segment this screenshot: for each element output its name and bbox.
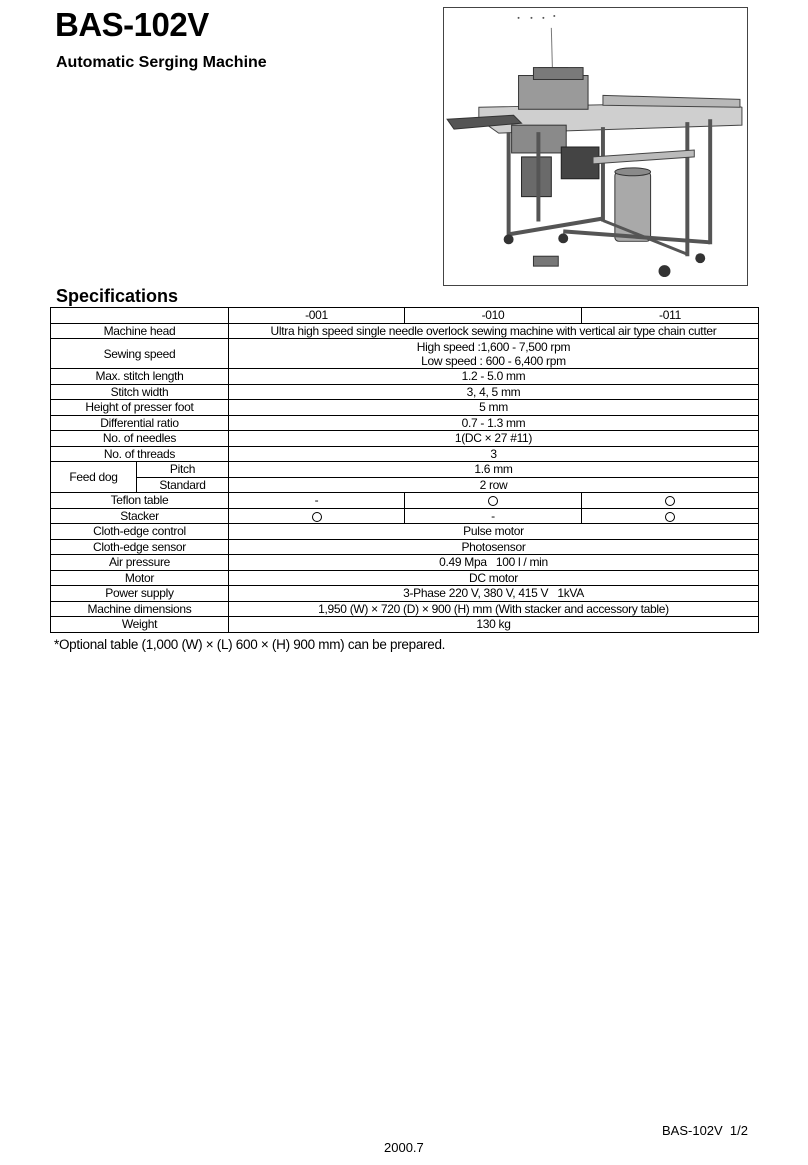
row-value: 2 row	[229, 477, 759, 493]
table-row	[51, 431, 759, 447]
row-label: Max. stitch length	[51, 369, 229, 385]
table-row	[51, 524, 759, 540]
sub-row-label: Pitch	[137, 462, 229, 478]
row-value: 5 mm	[229, 400, 759, 416]
table-row	[51, 539, 759, 555]
table-row	[51, 617, 759, 633]
row-label: Differential ratio	[51, 415, 229, 431]
column-header-011: -011	[582, 308, 759, 324]
available-circle-icon	[488, 496, 498, 506]
table-row	[51, 601, 759, 617]
row-label: Power supply	[51, 586, 229, 602]
available-circle-icon	[665, 512, 675, 522]
page-identifier: BAS-102V 1/2	[662, 1123, 748, 1138]
row-label: Sewing speed	[51, 339, 229, 369]
stacker-011-cell	[582, 508, 759, 524]
table-row	[51, 555, 759, 571]
row-value: 0.49 Mpa 100 l / min	[229, 555, 759, 571]
row-label: Stitch width	[51, 384, 229, 400]
row-label: Machine head	[51, 323, 229, 339]
high-speed-value: High speed :1,600 - 7,500 rpm	[416, 339, 571, 354]
row-label: Height of presser foot	[51, 400, 229, 416]
table-row	[51, 508, 759, 524]
row-value: DC motor	[229, 570, 759, 586]
specifications-table	[50, 307, 759, 633]
row-label: No. of needles	[51, 431, 229, 447]
row-label: Cloth-edge sensor	[51, 539, 229, 555]
table-row	[51, 339, 759, 369]
table-header-row	[51, 308, 759, 324]
stacker-010-cell: -	[405, 508, 582, 524]
teflon-010-cell	[405, 493, 582, 509]
table-row	[51, 384, 759, 400]
stacker-001-cell	[229, 508, 405, 524]
row-value: Pulse motor	[229, 524, 759, 540]
specifications-heading: Specifications	[56, 286, 179, 306]
table-row	[51, 570, 759, 586]
row-value: 1.2 - 5.0 mm	[229, 369, 759, 385]
sewing-speed-values	[229, 339, 759, 369]
document-date: 2000.7	[384, 1140, 424, 1155]
table-row	[51, 369, 759, 385]
sewing-machine-illustration	[444, 8, 747, 285]
row-value: 0.7 - 1.3 mm	[229, 415, 759, 431]
column-header-001: -001	[229, 308, 405, 324]
row-label: Machine dimensions	[51, 601, 229, 617]
row-label: Feed dog	[51, 462, 137, 493]
row-value: 3	[229, 446, 759, 462]
row-label: Stacker	[51, 508, 229, 524]
row-value: Ultra high speed single needle overlock sewing machine with vertical air type chain cutter	[229, 323, 759, 339]
row-value: Photosensor	[229, 539, 759, 555]
column-header-010: -010	[405, 308, 582, 324]
teflon-001-cell: -	[229, 493, 405, 509]
machine-photo	[443, 7, 748, 286]
table-row	[51, 323, 759, 339]
optional-table-footnote: *Optional table (1,000 (W) × (L) 600 × (H) 900 mm) can be prepared.	[54, 637, 446, 652]
header-blank-cell	[51, 308, 229, 324]
table-row	[51, 477, 759, 493]
document-title: BAS-102V	[55, 6, 209, 43]
document-subtitle: Automatic Serging Machine	[56, 54, 267, 71]
table-row	[51, 446, 759, 462]
row-value: 3, 4, 5 mm	[229, 384, 759, 400]
row-label: Motor	[51, 570, 229, 586]
row-value: 1(DC × 27 #11)	[229, 431, 759, 447]
available-circle-icon	[312, 512, 322, 522]
teflon-011-cell	[582, 493, 759, 509]
table-row	[51, 493, 759, 509]
table-row	[51, 400, 759, 416]
row-value: 3-Phase 220 V, 380 V, 415 V 1kVA	[229, 586, 759, 602]
row-value: 130 kg	[229, 617, 759, 633]
row-label: Weight	[51, 617, 229, 633]
row-label: Teflon table	[51, 493, 229, 509]
table-row	[51, 462, 759, 478]
low-speed-value: Low speed : 600 - 6,400 rpm	[421, 353, 566, 368]
row-value: 1.6 mm	[229, 462, 759, 478]
sub-row-label: Standard	[137, 477, 229, 493]
row-label: Air pressure	[51, 555, 229, 571]
available-circle-icon	[665, 496, 675, 506]
table-row	[51, 586, 759, 602]
row-value: 1,950 (W) × 720 (D) × 900 (H) mm (With stacker and accessory table)	[229, 601, 759, 617]
table-row	[51, 415, 759, 431]
row-label: No. of threads	[51, 446, 229, 462]
row-label: Cloth-edge control	[51, 524, 229, 540]
